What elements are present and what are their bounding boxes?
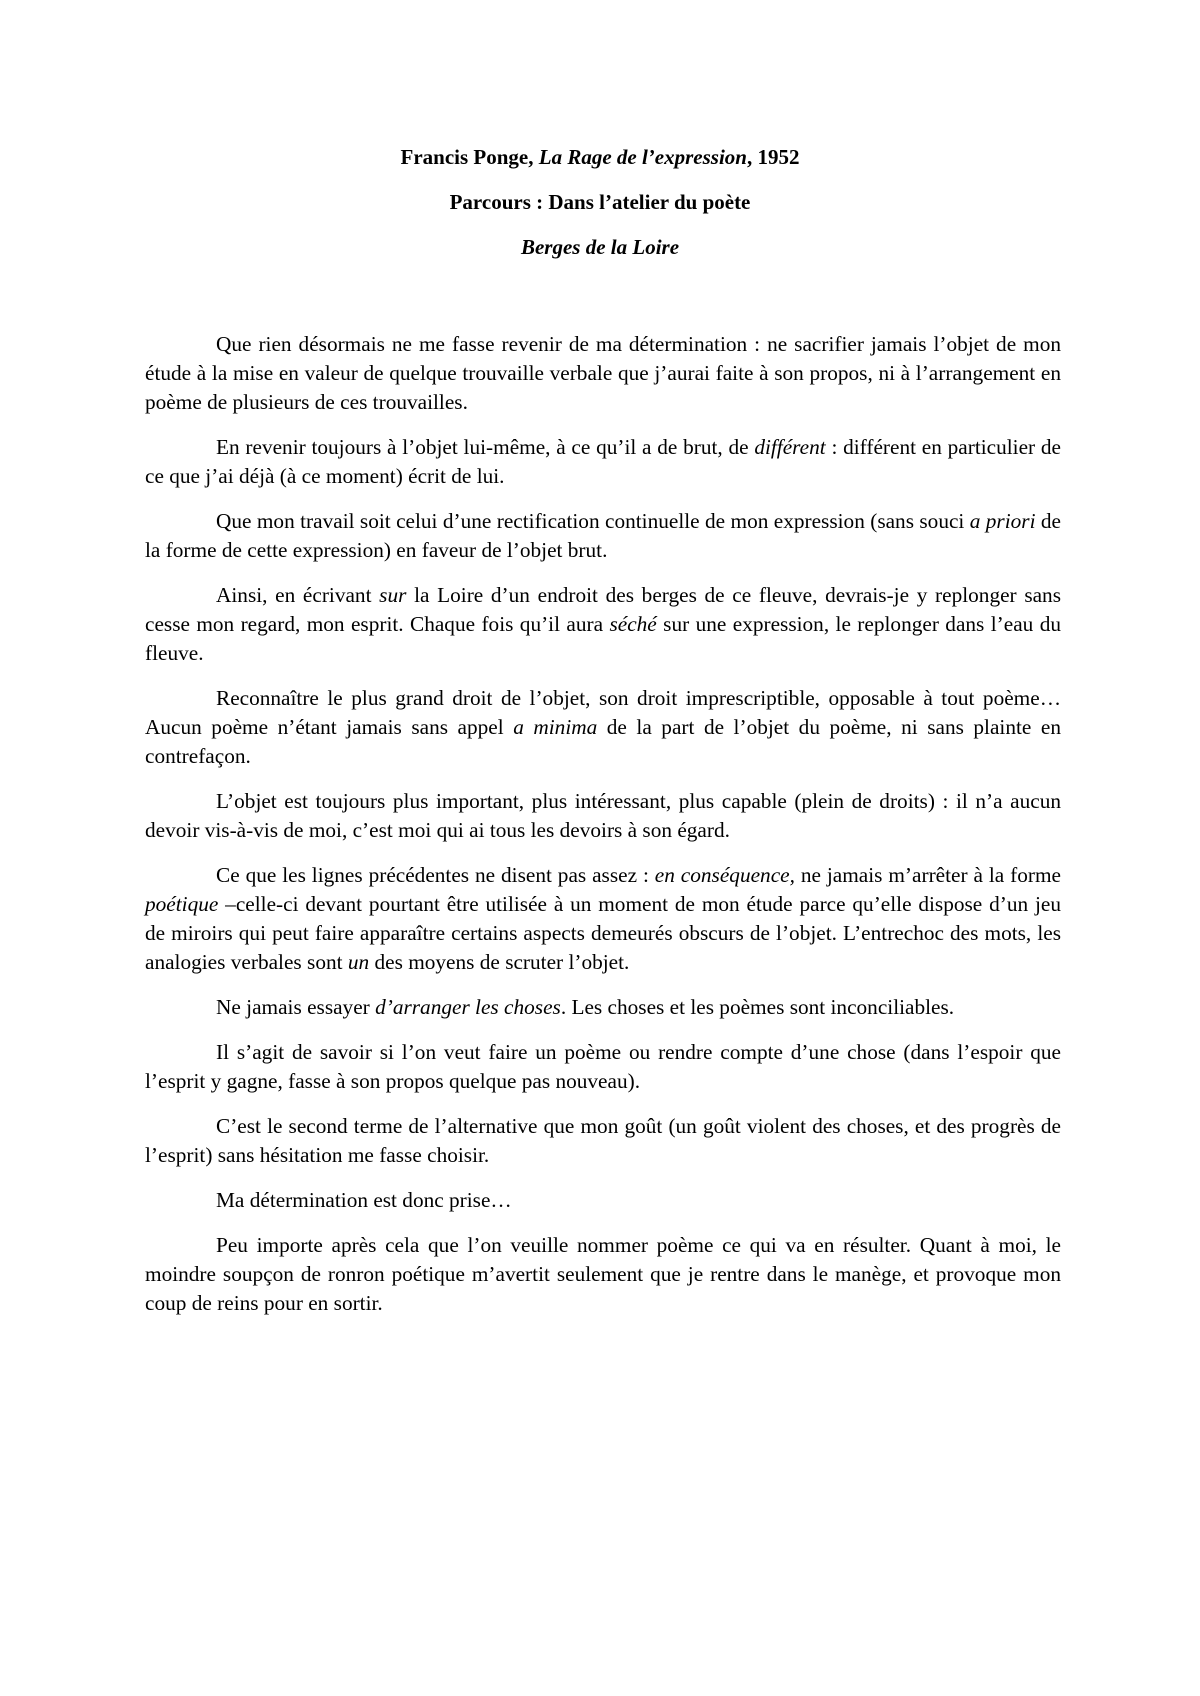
italic-text: séché bbox=[609, 612, 657, 636]
paragraph-11 bbox=[145, 1186, 1061, 1215]
paragraph-2 bbox=[145, 433, 1061, 491]
paragraph-text: Que rien désormais ne me fasse revenir de ma détermination : ne sacrifier jamais l’objet de mon étude à la mise en valeur de quelque trouvaille verbale que j’aurai faite à son propos, ni à l’arrangement en poème de plusieurs de ces trouvailles. bbox=[145, 332, 1061, 414]
italic-text: un bbox=[347, 950, 370, 974]
author-name: Francis Ponge, bbox=[400, 145, 539, 169]
publication-year: , 1952 bbox=[746, 145, 800, 169]
paragraph-text: L’objet est toujours plus important, plus intéressant, plus capable (plein de droits) : il n’a aucun devoir vis-à-vis de moi, c’est moi qui ai tous les devoirs à son égard. bbox=[145, 789, 1061, 842]
paragraph-text: Peu importe après cela que l’on veuille nommer poème ce qui va en résulter. Quant à moi, le moindre soupçon de ronron poétique m’avertit seulement que je rentre dans le manège, et provoque mon coup de reins pour en sortir. bbox=[145, 1233, 1061, 1315]
paragraph-7 bbox=[145, 861, 1061, 977]
italic-text: poétique bbox=[145, 892, 219, 916]
paragraph-5 bbox=[145, 684, 1061, 771]
italic-text: différent bbox=[754, 435, 826, 459]
paragraph-text: En revenir toujours à l’objet lui-même, à ce qu’il a de brut, de bbox=[216, 435, 755, 459]
paragraph-12 bbox=[145, 1231, 1061, 1318]
paragraph-1 bbox=[145, 330, 1061, 417]
paragraph-text: de la part de l’objet du poème, ni sans plainte en contrefaçon. bbox=[145, 715, 1061, 768]
document-header bbox=[0, 143, 1200, 278]
paragraph-6 bbox=[145, 787, 1061, 845]
text-title: Berges de la Loire bbox=[520, 235, 680, 259]
paragraph-text: . Les choses et les poèmes sont inconciliables. bbox=[560, 995, 955, 1019]
paragraph-text: Il s’agit de savoir si l’on veut faire un poème ou rendre compte d’une chose (dans l’espoir que l’esprit y gagne, fasse à son propos quelque pas nouveau). bbox=[145, 1040, 1061, 1093]
document-body bbox=[145, 330, 1061, 1334]
paragraph-4 bbox=[145, 581, 1061, 668]
paragraph-text: Ainsi, en écrivant bbox=[216, 583, 380, 607]
paragraph-10 bbox=[145, 1112, 1061, 1170]
paragraph-text: sur une expression, le replonger dans l’eau du fleuve. bbox=[145, 612, 1061, 665]
italic-text: en conséquence, bbox=[654, 863, 795, 887]
paragraph-text: la Loire d’un endroit des berges de ce fleuve, devrais-je y replonger sans cesse mon regard, mon esprit. Chaque fois qu’il aura bbox=[145, 583, 1061, 636]
paragraph-3 bbox=[145, 507, 1061, 565]
italic-text: a minima bbox=[513, 715, 598, 739]
italic-text: a priori bbox=[969, 509, 1036, 533]
paragraph-text: C’est le second terme de l’alternative que mon goût (un goût violent des choses, et des progrès de l’esprit) sans hésitation me fasse choisir. bbox=[145, 1114, 1061, 1167]
book-title: La Rage de l’expression bbox=[538, 145, 747, 169]
paragraph-text: : différent en particulier de ce que j’ai déjà (à ce moment) écrit de lui. bbox=[145, 435, 1061, 488]
paragraph-text: Ma détermination est donc prise… bbox=[216, 1188, 512, 1212]
italic-text: d’arranger les choses bbox=[375, 995, 561, 1019]
paragraph-8 bbox=[145, 993, 1061, 1022]
paragraph-text: Reconnaître le plus grand droit de l’objet, son droit imprescriptible, opposable à tout poème… Aucun poème n’étant jamais sans appel bbox=[145, 686, 1061, 739]
paragraph-text: ne jamais m’arrêter à la forme bbox=[794, 863, 1061, 887]
parcours-title: Parcours : Dans l’atelier du poète bbox=[449, 190, 751, 214]
paragraph-text: des moyens de scruter l’objet. bbox=[369, 950, 630, 974]
paragraph-text: de la forme de cette expression) en faveur de l’objet brut. bbox=[145, 509, 1061, 562]
paragraph-text: Ne jamais essayer bbox=[216, 995, 376, 1019]
italic-text: sur bbox=[379, 583, 407, 607]
work-reference bbox=[0, 143, 1200, 171]
paragraph-text: Ce que les lignes précédentes ne disent pas assez : bbox=[216, 863, 655, 887]
paragraph-text: Que mon travail soit celui d’une rectification continuelle de mon expression (sans souci bbox=[216, 509, 970, 533]
paragraph-9 bbox=[145, 1038, 1061, 1096]
paragraph-text: –celle-ci devant pourtant être utilisée à un moment de mon étude parce qu’elle dispose d’un jeu de miroirs qui peut faire apparaître certains aspects demeurés obscurs de l’objet. L’entrechoc des mots, les analogies verbales sont bbox=[145, 892, 1061, 974]
